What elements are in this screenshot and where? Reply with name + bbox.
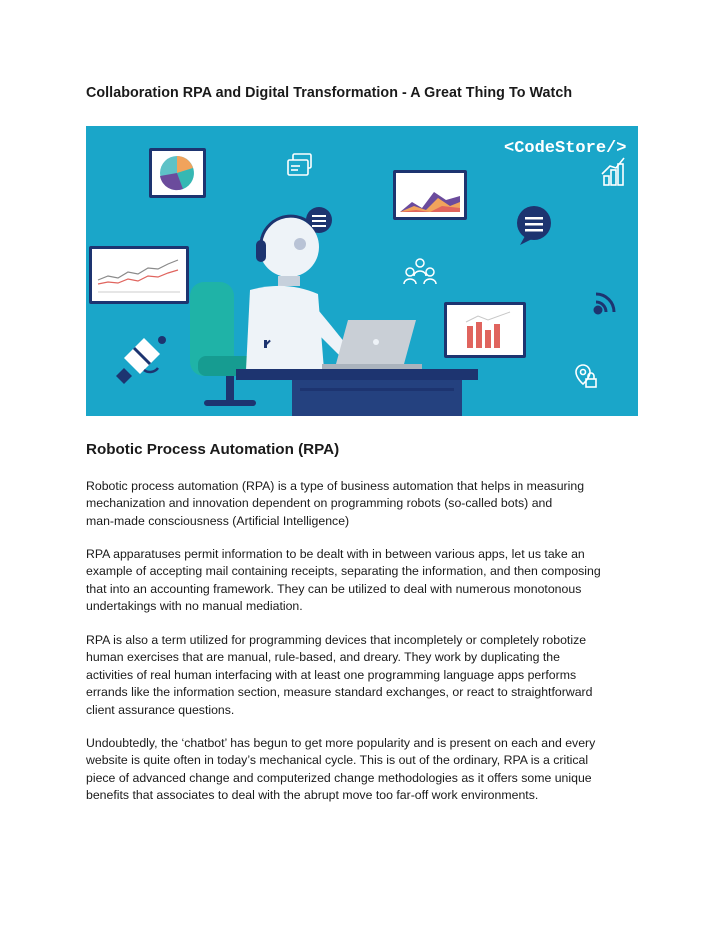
- document-title: Collaboration RPA and Digital Transformation - A Great Thing To Watch: [86, 85, 573, 101]
- text-line: man-made consciousness (Artificial Intelligence): [86, 513, 350, 528]
- text-line: undertakings with no manual mediation.: [86, 599, 303, 614]
- brand-logo-text: <CodeStore/>: [504, 139, 627, 158]
- paragraph-3: [86, 632, 646, 719]
- text-line: Robotic process automation (RPA) is a type of business automation that helps in measuring: [86, 479, 585, 493]
- bar-chart-panel: [444, 302, 526, 358]
- text-line: client assurance questions.: [86, 702, 235, 717]
- text-line: Undoubtedly, the ‘chatbot’ has begun to get more popularity and is present on each and every: [86, 736, 596, 750]
- hero-illustration: [86, 126, 638, 416]
- text-line: benefits that associates to deal with the abrupt move too far-off work environments.: [86, 788, 539, 803]
- text-line: example of accepting mail containing receipts, separating the information, and then composing: [86, 564, 601, 579]
- text-line: human exercises that are manual, rule-based, and dreary. They work by duplicating the: [86, 650, 560, 665]
- text-line: activities of real human interfacing with at least one programming language apps performs: [86, 667, 577, 682]
- line-chart-panel: [89, 246, 189, 304]
- text-line: errands like the information section, measure standard exchanges, or react to straightforward: [86, 685, 593, 700]
- text-line: RPA is also a term utilized for programming devices that incompletely or completely robotize: [86, 633, 587, 647]
- area-chart-panel: [393, 170, 467, 220]
- text-line: piece of advanced change and computerized change methodologies as it offers some unique: [86, 770, 592, 785]
- pie-chart-panel: [149, 148, 206, 198]
- section-heading: Robotic Process Automation (RPA): [86, 441, 340, 458]
- text-line: RPA apparatuses permit information to be dealt with in between various apps, let us take an: [86, 547, 585, 561]
- paragraph-4: [86, 735, 646, 805]
- text-line: mechanization and innovation dependent on programming robots (so-called bots) and: [86, 496, 553, 511]
- paragraph-2: [86, 546, 646, 616]
- paragraph-1: [86, 478, 646, 530]
- text-line: that into an accounting framework. They can be utilized to deal with numerous monotonous: [86, 581, 582, 596]
- text-line: website is quite often in today’s mechanical cycle. This is out of the ordinary, RPA is a critical: [86, 753, 589, 768]
